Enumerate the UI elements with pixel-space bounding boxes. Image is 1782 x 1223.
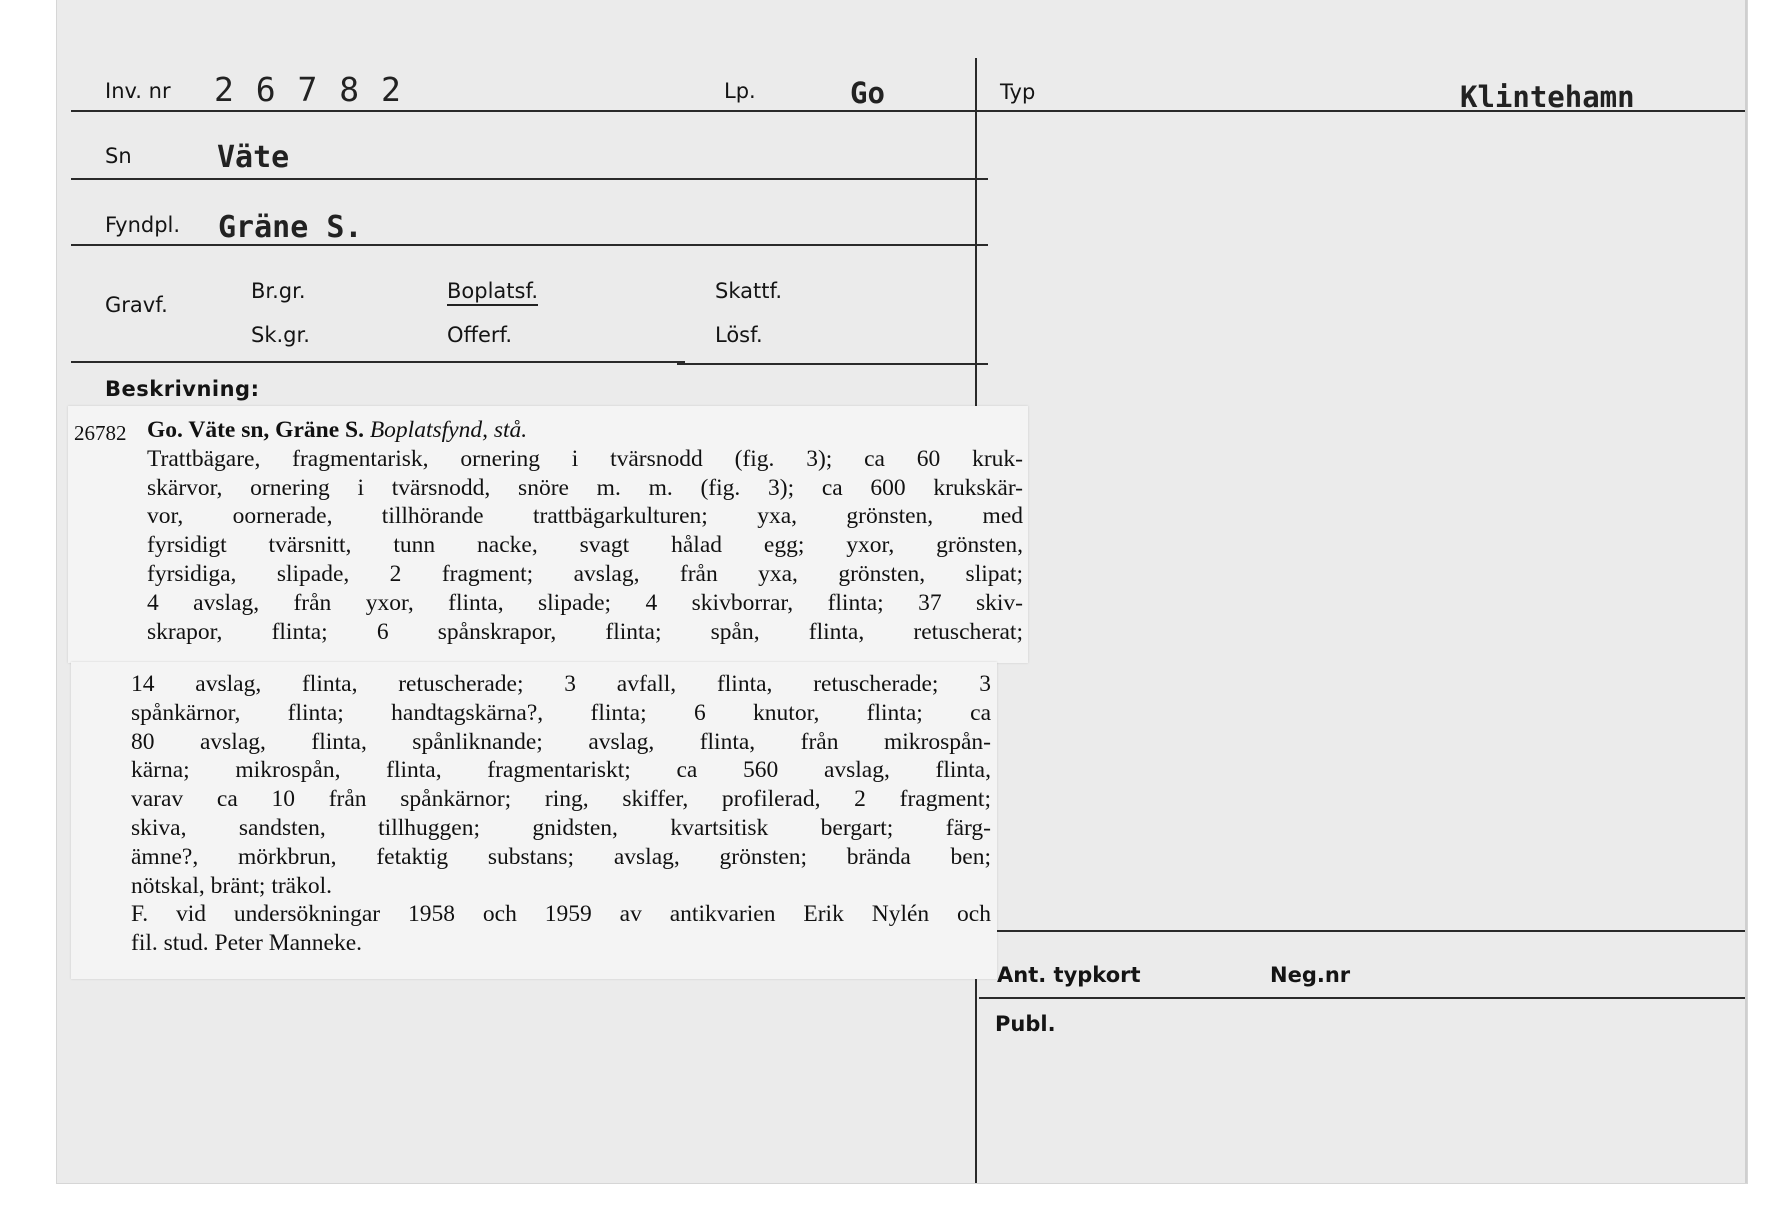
offerf-label: Offerf. (447, 323, 513, 347)
typ-label: Typ (1000, 80, 1036, 104)
slip2-line: varav ca 10 från spånkärnor; ring, skiffer, profilerad, 2 fragment; (131, 786, 991, 813)
slip-heading-italic: Boplatsfynd, stå. (369, 417, 528, 443)
rule-skgr (71, 361, 685, 363)
description-slip-1 (68, 406, 1028, 663)
skattf-label: Skattf. (715, 279, 782, 303)
catalog-card (57, 0, 1747, 1183)
fyndpl-label: Fyndpl. (105, 213, 181, 237)
slip2-line: kärna; mikrospån, flinta, fragmentariskt; ca 560 avslag, flinta, (131, 757, 991, 784)
slip-heading (147, 416, 1023, 445)
slip1-line: skärvor, ornering i tvärsnodd, snöre m. m. (fig. 3); ca 600 krukskär- (147, 474, 1023, 501)
slip2-line: fil. stud. Peter Manneke. (131, 930, 363, 957)
slip2-line: nötskal, bränt; träkol. (131, 872, 333, 899)
rule-ant-bottom (979, 997, 1745, 999)
ant-typkort-label: Ant. typkort (997, 963, 1141, 987)
slip2-line: ämne?, mörkbrun, fetaktig substans; avslag, grönsten; brända ben; (131, 843, 991, 870)
slip2-line: spånkärnor, flinta; handtagskärna?, flinta; 6 knutor, flinta; ca (131, 699, 991, 726)
slip1-line: skrapor, flinta; 6 spånskrapor, flinta; spån, flinta, retuscherat; (147, 618, 1023, 645)
rule-inv (71, 110, 988, 112)
fyndpl-value: Gräne S. (218, 210, 363, 245)
slip1-line: 4 avslag, från yxor, flinta, slipade; 4 skivborrar, flinta; 37 skiv- (147, 589, 1023, 616)
slip2-line: 14 avslag, flinta, retuscherade; 3 avfall, flinta, retuscherade; 3 (131, 671, 991, 697)
sn-label: Sn (105, 144, 132, 168)
lp-label: Lp. (724, 79, 756, 103)
inv-nr-value: 2 6 7 8 2 (214, 70, 402, 109)
lp-value: Go (850, 76, 885, 110)
inv-nr-label: Inv. nr (105, 79, 171, 103)
beskrivning-label: Beskrivning: (105, 377, 260, 401)
neg-nr-label: Neg.nr (1270, 963, 1351, 987)
rule-ant-top (979, 930, 1745, 932)
slip1-line: fyrsidiga, slipade, 2 fragment; avslag, från yxa, grönsten, slipat; (147, 560, 1023, 587)
boplatsf-label: Boplatsf. (447, 279, 538, 306)
slip2-line: F. vid undersökningar 1958 och 1959 av antikvarien Erik Nylén och (131, 901, 991, 928)
skgr-label: Sk.gr. (251, 323, 310, 347)
slip2-line: 80 avslag, flinta, spånliknande; avslag, flinta, från mikrospån- (131, 728, 991, 755)
rule-fyndpl (71, 244, 988, 246)
sn-value: Väte (217, 140, 290, 175)
slip-catalog-number: 26782 (74, 421, 127, 445)
brgr-label: Br.gr. (251, 279, 306, 303)
rule-losf (677, 363, 988, 365)
typ-value: Klintehamn (1460, 80, 1635, 114)
rule-sn (71, 178, 988, 180)
gravf-label: Gravf. (105, 293, 168, 317)
description-slip-2 (71, 662, 997, 979)
slip2-line: skiva, sandsten, tillhuggen; gnidsten, kvartsitisk bergart; färg- (131, 814, 991, 841)
slip1-line: fyrsidigt tvärsnitt, tunn nacke, svagt hålad egg; yxor, grönsten, (147, 532, 1023, 559)
slip1-line: Trattbägare, fragmentarisk, ornering i tvärsnodd (fig. 3); ca 60 kruk- (147, 445, 1023, 472)
slip1-line: vor, oornerade, tillhörande trattbägarkulturen; yxa, grönsten, med (147, 503, 1023, 530)
losf-label: Lösf. (715, 323, 763, 347)
slip-heading-bold: Go. Väte sn, Gräne S. (147, 417, 364, 443)
publ-label: Publ. (995, 1012, 1056, 1036)
